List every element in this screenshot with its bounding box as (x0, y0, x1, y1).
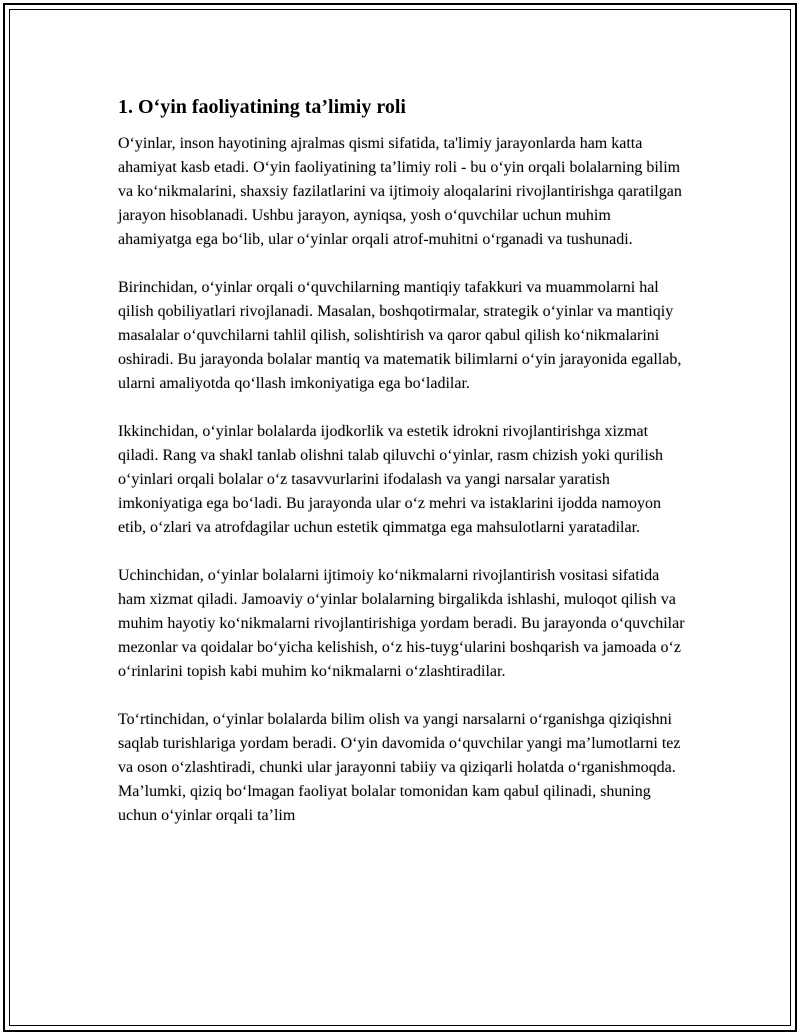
section-heading: 1. O‘yin faoliyatining ta’limiy roli (118, 96, 406, 118)
paragraph-third-point: Uchinchidan, o‘yinlar bolalarni ijtimoiy ko‘nikmalarni rivojlantirish vositasi sifatida ham xizmat qiladi. Jamoaviy o‘yinlar bolalarning birgalikda ishlashi, muloqot qilish va muhim hayotiy ko‘nikmalarni rivojlantirishiga yordam beradi. Bu jarayonda o‘quvchilar mezonlar va qoidalar bo‘yicha kelishish, o‘z his-tuyg‘ularini boshqarish va jamoada o‘z o‘rinlarini topish kabi muhim ko‘nikmalarni o‘zlashtiradilar. (118, 567, 685, 680)
document-body (118, 94, 688, 852)
paragraph-fourth-point: To‘rtinchidan, o‘yinlar bolalarda bilim olish va yangi narsalarni o‘rganishga qiziqishni saqlab turishlariga yordam beradi. O‘yin davomida o‘quvchilar yangi ma’lumotlarni tez va oson o‘zlashtiradi, chunki ular jarayonni tabiiy va qiziqarli holatda o‘rganishmoqda. Ma’lumki, qiziq bo‘lmagan faoliyat bolalar tomonidan kam qabul qilinadi, shuning uchun o‘yinlar orqali ta’lim (118, 711, 681, 824)
paragraph-intro: O‘yinlar, inson hayotining ajralmas qismi sifatida, ta'limiy jarayonlarda ham katta ahamiyat kasb etadi. O‘yin faoliyatining ta’limiy roli - bu o‘yin orqali bolalarning bilim va ko‘nikmalarini, shaxsiy fazilatlarini va ijtimoiy aloqalarini rivojlantirishga qaratilgan jarayon hisoblanadi. Ushbu jarayon, ayniqsa, yosh o‘quvchilar uchun muhim ahamiyatga ega bo‘lib, ular o‘yinlar orqali atrof-muhitni o‘rganadi va tushunadi. (118, 135, 682, 248)
paragraph-second-point: Ikkinchidan, o‘yinlar bolalarda ijodkorlik va estetik idrokni rivojlantirishga xizmat qiladi. Rang va shakl tanlab olishni talab qiluvchi o‘yinlar, rasm chizish yoki qurilish o‘yinlari orqali bolalar o‘z tasavvurlarini ifodalash va yangi narsalar yaratish imkoniyatiga ega bo‘ladi. Bu jarayonda ular o‘z mehri va istaklarini ijodda namoyon etib, o‘zlari va atrofdagilar uchun estetik qimmatga ega mahsulotlarni yaratadilar. (118, 423, 664, 536)
paragraph-first-point: Birinchidan, o‘yinlar orqali o‘quvchilarning mantiqiy tafakkuri va muammolarni hal qilish qobiliyatlari rivojlanadi. Masalan, boshqotirmalar, strategik o‘yinlar va mantiqiy masalalar o‘quvchilarni tahlil qilish, solishtirish va qaror qabul qilish ko‘nikmalarini oshiradi. Bu jarayonda bolalar mantiq va matematik bilimlarni o‘yin jarayonida egallab, ularni amaliyotda qo‘llash imkoniyatiga ega bo‘ladilar. (118, 279, 682, 392)
